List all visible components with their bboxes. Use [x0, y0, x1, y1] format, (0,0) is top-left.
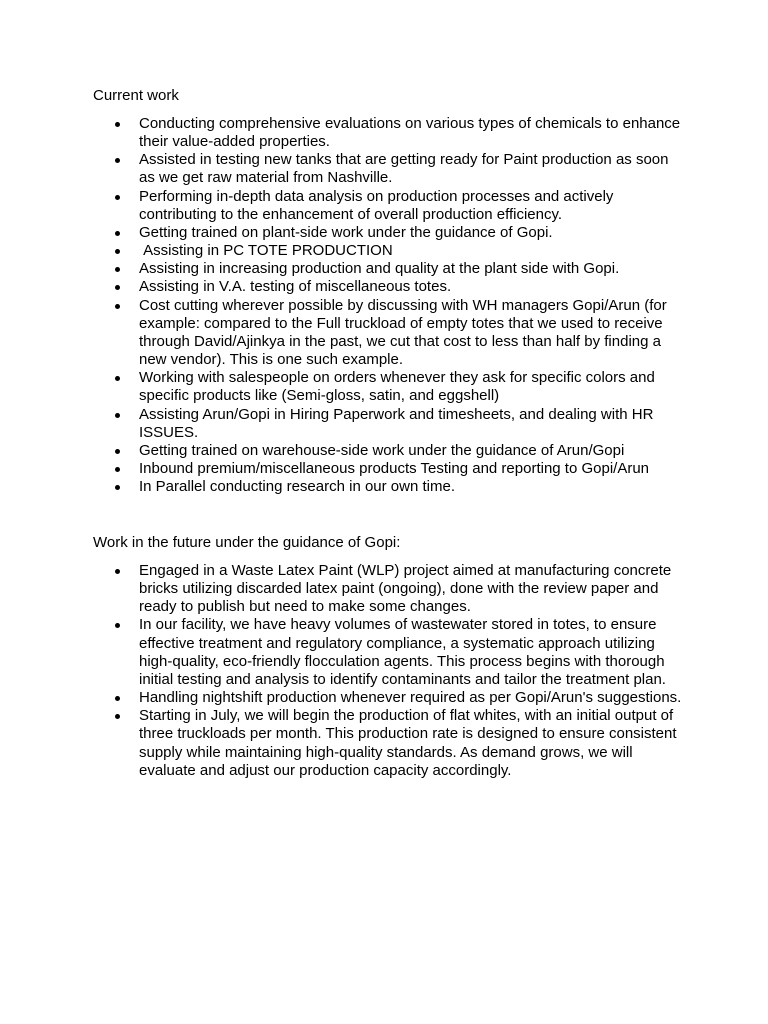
list-item-text: Working with salespeople on orders whenever they ask for specific colors and specific products like (Semi-gloss, satin, and eggshell): [139, 369, 655, 405]
list-item-text: Getting trained on plant-side work under the guidance of Gopi.: [139, 223, 553, 241]
list-item: [0, 689, 684, 707]
list-item: [0, 151, 684, 187]
section-heading-current-work: Current work: [93, 87, 179, 104]
bullet-icon: [115, 231, 120, 236]
list-item: [0, 616, 684, 689]
bullet-icon: [115, 285, 120, 290]
list-item: [0, 460, 684, 478]
list-item: [0, 242, 684, 260]
bullet-icon: [115, 623, 120, 628]
list-item-text: Inbound premium/miscellaneous products Testing and reporting to Gopi/Arun: [139, 459, 650, 477]
list-item-text: Assisting in PC TOTE PRODUCTION: [139, 242, 393, 260]
bullet-icon: [115, 714, 120, 719]
section-heading-future-work: Work in the future under the guidance of Gopi:: [93, 534, 401, 551]
list-item-text: Starting in July, we will begin the production of flat whites, with an initial output of three truckloads per month. This production rate is designed to ensure consistent supply while maintaining high-quality standards. As demand grows, we will evaluate and adjust our production capacity accordingly.: [139, 707, 677, 779]
list-item-text: Assisted in testing new tanks that are getting ready for Paint production as soon as we get raw material from Nashville.: [139, 151, 669, 187]
bullet-icon: [115, 413, 120, 418]
bullet-list-current-work: [0, 115, 768, 496]
list-item-text: Conducting comprehensive evaluations on various types of chemicals to enhance their value-added properties.: [139, 115, 681, 151]
bullet-icon: [115, 249, 120, 254]
list-item: [0, 442, 684, 460]
bullet-icon: [115, 376, 120, 381]
list-item-text: Getting trained on warehouse-side work under the guidance of Arun/Gopi: [139, 441, 625, 459]
list-item-text: Assisting in V.A. testing of miscellaneous totes.: [139, 278, 452, 296]
list-item: [0, 369, 684, 405]
list-item: [0, 406, 684, 442]
list-item: [0, 478, 684, 496]
bullet-icon: [115, 122, 120, 127]
list-item: [0, 707, 684, 780]
list-item: [0, 224, 684, 242]
bullet-icon: [115, 158, 120, 163]
list-item: [0, 188, 684, 224]
list-item: [0, 260, 684, 278]
bullet-icon: [115, 195, 120, 200]
list-item-text: Assisting Arun/Gopi in Hiring Paperwork and timesheets, and dealing with HR ISSUES.: [139, 405, 654, 441]
bullet-icon: [115, 485, 120, 490]
list-item: [0, 562, 684, 616]
bullet-icon: [115, 467, 120, 472]
bullet-icon: [115, 304, 120, 309]
list-item-text: In Parallel conducting research in our own time.: [139, 478, 455, 496]
bullet-icon: [115, 696, 120, 701]
bullet-icon: [115, 267, 120, 272]
bullet-list-future-work: [0, 562, 768, 780]
list-item: [0, 278, 684, 296]
list-item-text: Assisting in increasing production and quality at the plant side with Gopi.: [139, 260, 620, 278]
list-item-text: Performing in-depth data analysis on production processes and actively contributing to the enhancement of overall production efficiency.: [139, 187, 614, 223]
list-item-text: Engaged in a Waste Latex Paint (WLP) project aimed at manufacturing concrete bricks utilizing discarded latex paint (ongoing), done with the review paper and ready to publish but need to make some changes.: [139, 562, 672, 616]
bullet-icon: [115, 449, 120, 454]
list-item: [0, 297, 684, 370]
list-item: [0, 115, 684, 151]
list-item-text: In our facility, we have heavy volumes of wastewater stored in totes, to ensure effective treatment and regulatory compliance, a systematic approach utilizing high-quality, eco-friendly flocculation agents. This process begins with thorough initial testing and analysis to identify contaminants and tailor the treatment plan.: [139, 616, 666, 688]
bullet-icon: [115, 569, 120, 574]
list-item-text: Cost cutting wherever possible by discussing with WH managers Gopi/Arun (for example: compared to the Full truckload of empty totes that we used to receive through David/Ajinkya in the past, we cut that cost to less than half by finding a new vendor). This is one such example.: [139, 296, 667, 369]
list-item-text: Handling nightshift production whenever required as per Gopi/Arun's suggestions.: [139, 689, 682, 707]
